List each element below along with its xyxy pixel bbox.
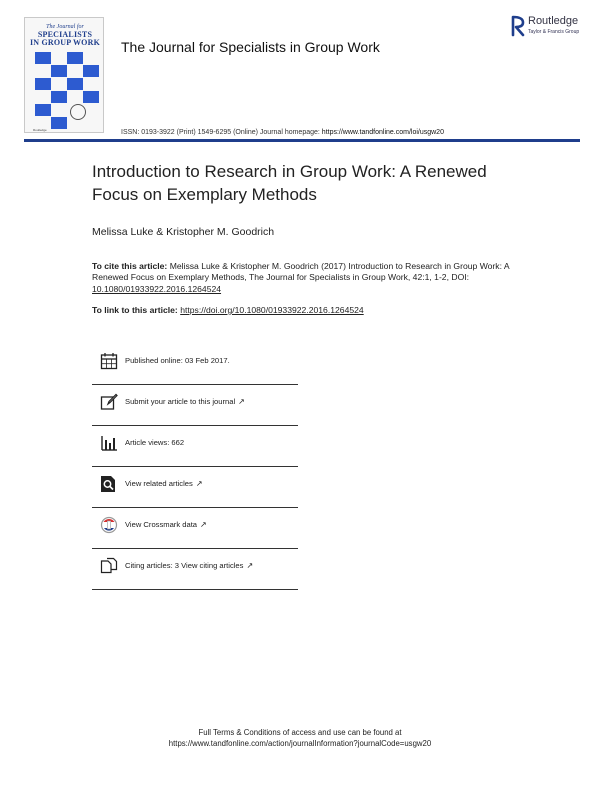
cover-tile xyxy=(51,91,67,103)
article-title: Introduction to Research in Group Work: A Renewed Focus on Exemplary Methods xyxy=(92,162,487,204)
citing-articles-link[interactable] xyxy=(125,561,253,570)
submit-article-label: Submit your article to this journal xyxy=(125,397,236,406)
external-link-icon: ↗ xyxy=(200,520,207,529)
routledge-r-icon xyxy=(510,14,525,38)
journal-title: The Journal for Specialists in Group Work xyxy=(121,39,380,55)
document-search-icon xyxy=(100,475,118,493)
cover-tile xyxy=(83,65,99,77)
cover-tile xyxy=(67,52,83,64)
crossmark-link[interactable] xyxy=(125,520,207,529)
edit-icon xyxy=(100,393,118,411)
link-label: To link to this article: xyxy=(92,305,178,315)
cover-tile xyxy=(35,104,51,116)
cover-line-2: SPECIALISTS xyxy=(37,30,93,39)
footer-terms-text: Full Terms & Conditions of access and use can be found at xyxy=(198,728,402,737)
crossmark-label: View Crossmark data xyxy=(125,520,198,529)
external-link-icon: ↗ xyxy=(238,397,245,406)
cover-tile xyxy=(35,78,51,90)
external-link-icon: ↗ xyxy=(195,479,203,488)
published-row xyxy=(92,344,298,385)
published-date-text: Published online: 03 Feb 2017. xyxy=(125,356,230,365)
crossmark-icon xyxy=(100,516,118,534)
article-views-row xyxy=(92,426,298,467)
submit-article-row[interactable] xyxy=(92,385,298,426)
page-footer xyxy=(0,727,600,749)
article-authors: Melissa Luke & Kristopher M. Goodrich xyxy=(92,226,275,238)
related-articles-link[interactable] xyxy=(125,479,203,488)
citing-documents-icon xyxy=(100,557,118,575)
external-link-icon: ↗ xyxy=(246,561,254,570)
article-url-link[interactable]: https://doi.org/10.1080/01933922.2016.1264524 xyxy=(180,305,364,315)
calendar-icon xyxy=(100,352,118,370)
article-views-text: Article views: 662 xyxy=(125,438,185,447)
journal-homepage-link[interactable]: https://www.tandfonline.com/loi/usgw20 xyxy=(321,129,444,136)
cover-seal-icon xyxy=(70,104,86,120)
citation-block xyxy=(92,261,512,295)
article-info-list xyxy=(92,344,298,590)
cover-tile xyxy=(35,52,51,64)
related-articles-label: View related articles xyxy=(125,479,193,488)
cite-label: To cite this article: xyxy=(92,261,168,271)
journal-cover-image xyxy=(24,17,104,133)
article-link-line xyxy=(92,305,364,315)
submit-article-link[interactable] xyxy=(125,397,245,406)
issn-text: ISSN: 0193-3922 (Print) 1549-6295 (Online) Journal homepage: xyxy=(121,129,322,136)
cover-tile xyxy=(51,117,67,129)
routledge-logo[interactable] xyxy=(510,14,590,44)
citing-articles-label: Citing articles: 3 View citing articles xyxy=(125,561,244,570)
issn-line xyxy=(121,129,444,136)
crossmark-row[interactable] xyxy=(92,508,298,549)
header-divider xyxy=(24,139,580,142)
cover-tile xyxy=(51,65,67,77)
doi-link[interactable]: 10.1080/01933922.2016.1264524 xyxy=(92,283,222,294)
cover-line-3: IN GROUP WORK xyxy=(29,38,100,47)
related-articles-row[interactable] xyxy=(92,467,298,508)
publisher-tagline: Taylor & Francis Group xyxy=(528,29,580,35)
cover-tile xyxy=(67,78,83,90)
cover-publisher: Routledge xyxy=(33,128,47,132)
cover-masthead xyxy=(25,24,104,47)
cover-tile xyxy=(83,91,99,103)
footer-terms-link[interactable]: https://www.tandfonline.com/action/journalInformation?journalCode=usgw20 xyxy=(168,739,432,748)
citing-articles-row[interactable] xyxy=(92,549,298,590)
cite-text: Melissa Luke & Kristopher M. Goodrich (2017) Introduction to Research in Group Work: A Renewed Focus on Exemplary Methods, The Journal for Specialists in Group Work, 42:1, 1-2, DOI: xyxy=(92,261,510,283)
publisher-name: Routledge xyxy=(528,15,579,27)
bar-chart-icon xyxy=(100,434,118,452)
cover-line-1: The Journal for xyxy=(46,24,84,30)
